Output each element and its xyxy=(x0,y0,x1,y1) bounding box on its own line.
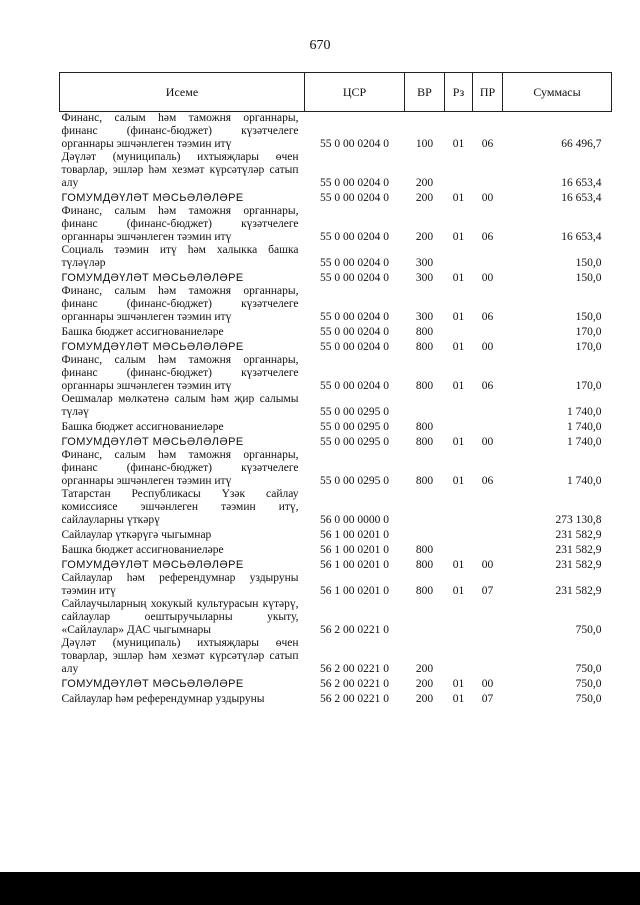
cell-rz: 01 xyxy=(452,138,465,150)
cell-sum: 750,0 xyxy=(575,663,602,675)
cell-csr: 56 1 00 0201 0 xyxy=(320,585,389,597)
table-row xyxy=(60,557,612,572)
cell-sum: 1 740,0 xyxy=(567,421,602,433)
header-sum: Суммасы xyxy=(503,73,612,112)
cell-pr xyxy=(473,393,503,419)
cell-rz xyxy=(445,488,473,527)
cell-pr xyxy=(473,324,503,339)
cell-csr: 56 1 00 0201 0 xyxy=(320,529,389,541)
cell-name: Татарстан Республикасы Үзәк сайлау комиссиясе эшчәнлеген тәэмин итү, сайлауларны үткәрү xyxy=(61,488,299,526)
cell-name: Финанс, салым һәм таможня органнары, финанс (финанс-бюджет) күзәтчелеге органнары эшчәнлеген тәэмин итү xyxy=(61,112,299,150)
cell-csr: 55 0 00 0204 0 xyxy=(320,177,389,189)
cell-csr: 56 1 00 0201 0 xyxy=(320,559,389,571)
cell-pr xyxy=(473,527,503,542)
cell-vr xyxy=(405,393,445,419)
cell-csr: 56 2 00 0221 0 xyxy=(320,693,389,705)
cell-rz: 01 xyxy=(452,585,465,597)
cell-rz xyxy=(445,637,473,676)
cell-sum: 231 582,9 xyxy=(555,559,602,571)
cell-csr: 56 1 00 0201 0 xyxy=(320,544,389,556)
cell-vr: 800 xyxy=(415,585,434,597)
cell-vr xyxy=(405,598,445,637)
cell-vr: 800 xyxy=(415,475,434,487)
cell-sum: 150,0 xyxy=(575,272,602,284)
cell-rz xyxy=(445,419,473,434)
cell-sum: 273 130,8 xyxy=(555,514,602,526)
cell-csr: 55 0 00 0204 0 xyxy=(320,138,389,150)
cell-csr: 56 2 00 0221 0 xyxy=(320,678,389,690)
cell-vr: 800 xyxy=(415,380,434,392)
cell-sum: 150,0 xyxy=(575,257,602,269)
table-row xyxy=(60,676,612,691)
cell-pr: 00 xyxy=(481,436,494,448)
header-name: Исеме xyxy=(60,73,305,112)
cell-name: Сайлаулар үткәрүгә чыгымнар xyxy=(61,529,212,541)
cell-sum: 170,0 xyxy=(575,380,602,392)
cell-sum: 750,0 xyxy=(575,693,602,705)
table-row xyxy=(60,354,612,393)
cell-vr: 300 xyxy=(415,272,434,284)
cell-csr: 55 0 00 0204 0 xyxy=(320,311,389,323)
table-row xyxy=(60,449,612,488)
cell-vr: 200 xyxy=(415,192,434,204)
cell-csr: 55 0 00 0295 0 xyxy=(320,421,389,433)
cell-csr: 56 0 00 0000 0 xyxy=(320,514,389,526)
cell-sum: 16 653,4 xyxy=(561,231,602,243)
cell-sum: 150,0 xyxy=(575,311,602,323)
header-csr: ЦСР xyxy=(305,73,405,112)
cell-rz: 01 xyxy=(452,559,465,571)
cell-pr: 00 xyxy=(481,272,494,284)
table-row xyxy=(60,285,612,324)
cell-name: Башка бюджет ассигнованиеләре xyxy=(61,326,224,338)
cell-pr xyxy=(473,244,503,270)
cell-vr: 100 xyxy=(415,138,434,150)
cell-csr: 55 0 00 0295 0 xyxy=(320,406,389,418)
cell-pr xyxy=(473,637,503,676)
cell-rz: 01 xyxy=(452,192,465,204)
cell-rz: 01 xyxy=(452,380,465,392)
table-row xyxy=(60,393,612,419)
cell-pr: 00 xyxy=(481,559,494,571)
cell-vr: 200 xyxy=(415,231,434,243)
table-row xyxy=(60,419,612,434)
cell-rz xyxy=(445,527,473,542)
cell-rz xyxy=(445,151,473,190)
header-vr: ВР xyxy=(405,73,445,112)
table-row xyxy=(60,691,612,706)
cell-vr: 800 xyxy=(415,421,434,433)
cell-vr xyxy=(405,488,445,527)
cell-name: Социаль тәэмин итү һәм халыкка башка түләүләр xyxy=(61,244,299,269)
cell-vr: 800 xyxy=(415,326,434,338)
cell-name: ГОМУМДӘҮЛӘТ МӘСЬӘЛӘЛӘРЕ xyxy=(61,272,244,284)
cell-csr: 55 0 00 0295 0 xyxy=(320,436,389,448)
cell-sum: 1 740,0 xyxy=(567,475,602,487)
cell-name: Финанс, салым һәм таможня органнары, финанс (финанс-бюджет) күзәтчелеге органнары эшчәнлеген тәэмин итү xyxy=(61,449,299,487)
cell-csr: 55 0 00 0295 0 xyxy=(320,475,389,487)
cell-vr: 800 xyxy=(415,544,434,556)
cell-sum: 66 496,7 xyxy=(561,138,602,150)
table-row xyxy=(60,339,612,354)
cell-pr xyxy=(473,419,503,434)
cell-csr: 55 0 00 0204 0 xyxy=(320,272,389,284)
cell-vr: 800 xyxy=(415,559,434,571)
cell-rz: 01 xyxy=(452,693,465,705)
table-row xyxy=(60,488,612,527)
cell-name: ГОМУМДӘҮЛӘТ МӘСЬӘЛӘЛӘРЕ xyxy=(61,559,244,571)
cell-rz xyxy=(445,598,473,637)
cell-sum: 170,0 xyxy=(575,326,602,338)
cell-name: Оешмалар мөлкәтенә салым һәм җир салымы түләү xyxy=(61,393,299,418)
table-row xyxy=(60,190,612,205)
cell-pr: 00 xyxy=(481,192,494,204)
cell-name: Финанс, салым һәм таможня органнары, финанс (финанс-бюджет) күзәтчелеге органнары эшчәнлеген тәэмин итү xyxy=(61,354,299,392)
cell-sum: 750,0 xyxy=(575,678,602,690)
table-row xyxy=(60,270,612,285)
cell-vr: 800 xyxy=(415,341,434,353)
cell-pr: 07 xyxy=(481,585,494,597)
cell-name: ГОМУМДӘҮЛӘТ МӘСЬӘЛӘЛӘРЕ xyxy=(61,436,244,448)
cell-vr: 200 xyxy=(415,693,434,705)
table-row xyxy=(60,244,612,270)
cell-csr: 56 2 00 0221 0 xyxy=(320,624,389,636)
header-rz: Рз xyxy=(445,73,473,112)
cell-name: Сайлаучыларның хокукый культурасын күтәрү, сайлаулар оештыручыларны укыту, «Сайлаулар» ДАС чыгымнары xyxy=(61,598,299,636)
cell-name: ГОМУМДӘҮЛӘТ МӘСЬӘЛӘЛӘРЕ xyxy=(61,341,244,353)
cell-pr xyxy=(473,488,503,527)
cell-pr: 06 xyxy=(481,380,494,392)
cell-vr xyxy=(405,527,445,542)
table-row xyxy=(60,637,612,676)
cell-sum: 16 653,4 xyxy=(561,192,602,204)
cell-rz: 01 xyxy=(452,678,465,690)
budget-table xyxy=(59,72,612,706)
cell-csr: 55 0 00 0204 0 xyxy=(320,257,389,269)
cell-name: Башка бюджет ассигнованиеләре xyxy=(61,421,224,433)
cell-sum: 1 740,0 xyxy=(567,436,602,448)
cell-rz: 01 xyxy=(452,311,465,323)
cell-rz: 01 xyxy=(452,272,465,284)
cell-pr: 06 xyxy=(481,311,494,323)
cell-vr: 200 xyxy=(415,678,434,690)
cell-pr xyxy=(473,542,503,557)
cell-csr: 55 0 00 0204 0 xyxy=(320,231,389,243)
cell-csr: 56 2 00 0221 0 xyxy=(320,663,389,675)
cell-name: Сайлаулар һәм референдумнар уздыруны тәэмин итү xyxy=(61,572,299,597)
cell-name: ГОМУМДӘҮЛӘТ МӘСЬӘЛӘЛӘРЕ xyxy=(61,192,244,204)
table-row xyxy=(60,598,612,637)
cell-pr xyxy=(473,598,503,637)
cell-rz xyxy=(445,324,473,339)
cell-csr: 55 0 00 0204 0 xyxy=(320,341,389,353)
cell-pr: 06 xyxy=(481,231,494,243)
cell-rz xyxy=(445,393,473,419)
cell-csr: 55 0 00 0204 0 xyxy=(320,192,389,204)
cell-vr: 300 xyxy=(415,311,434,323)
cell-pr: 07 xyxy=(481,693,494,705)
table-row xyxy=(60,112,612,152)
cell-name: Финанс, салым һәм таможня органнары, финанс (финанс-бюджет) күзәтчелеге органнары эшчәнлеген тәэмин итү xyxy=(61,285,299,323)
cell-sum: 1 740,0 xyxy=(567,406,602,418)
cell-rz: 01 xyxy=(452,231,465,243)
table-row xyxy=(60,542,612,557)
table-row xyxy=(60,434,612,449)
cell-vr: 200 xyxy=(415,177,434,189)
cell-name: Башка бюджет ассигнованиеләре xyxy=(61,544,224,556)
cell-vr: 800 xyxy=(415,436,434,448)
cell-pr: 00 xyxy=(481,678,494,690)
cell-rz: 01 xyxy=(452,436,465,448)
table-header-row xyxy=(60,73,612,112)
cell-rz: 01 xyxy=(452,475,465,487)
cell-pr: 06 xyxy=(481,475,494,487)
cell-rz xyxy=(445,542,473,557)
cell-name: Финанс, салым һәм таможня органнары, финанс (финанс-бюджет) күзәтчелеге органнары эшчәнлеген тәэмин итү xyxy=(61,205,299,243)
cell-rz: 01 xyxy=(452,341,465,353)
cell-vr: 300 xyxy=(415,257,434,269)
cell-name: Сайлаулар һәм референдумнар уздыруны xyxy=(61,693,265,705)
cell-pr xyxy=(473,151,503,190)
table-row xyxy=(60,324,612,339)
table-row xyxy=(60,205,612,244)
cell-sum: 231 582,9 xyxy=(555,544,602,556)
cell-name: Дәүләт (муниципаль) ихтыяҗлары өчен товарлар, эшләр һәм хезмәт күрсәтүләр сатып алу xyxy=(61,151,299,189)
cell-name: ГОМУМДӘҮЛӘТ МӘСЬӘЛӘЛӘРЕ xyxy=(61,678,244,690)
header-pr: ПР xyxy=(473,73,503,112)
cell-pr: 06 xyxy=(481,138,494,150)
cell-csr: 55 0 00 0204 0 xyxy=(320,380,389,392)
scan-border xyxy=(0,872,640,905)
page-number: 670 xyxy=(309,38,331,53)
table-row xyxy=(60,572,612,598)
table-row xyxy=(60,527,612,542)
table-body xyxy=(60,112,612,707)
cell-vr: 200 xyxy=(415,663,434,675)
cell-rz xyxy=(445,244,473,270)
cell-pr: 00 xyxy=(481,341,494,353)
cell-sum: 170,0 xyxy=(575,341,602,353)
cell-sum: 231 582,9 xyxy=(555,585,602,597)
cell-name: Дәүләт (муниципаль) ихтыяҗлары өчен товарлар, эшләр һәм хезмәт күрсәтүләр сатып алу xyxy=(61,637,299,675)
cell-csr: 55 0 00 0204 0 xyxy=(320,326,389,338)
cell-sum: 16 653,4 xyxy=(561,177,602,189)
cell-sum: 750,0 xyxy=(575,624,602,636)
cell-sum: 231 582,9 xyxy=(555,529,602,541)
table-row xyxy=(60,151,612,190)
